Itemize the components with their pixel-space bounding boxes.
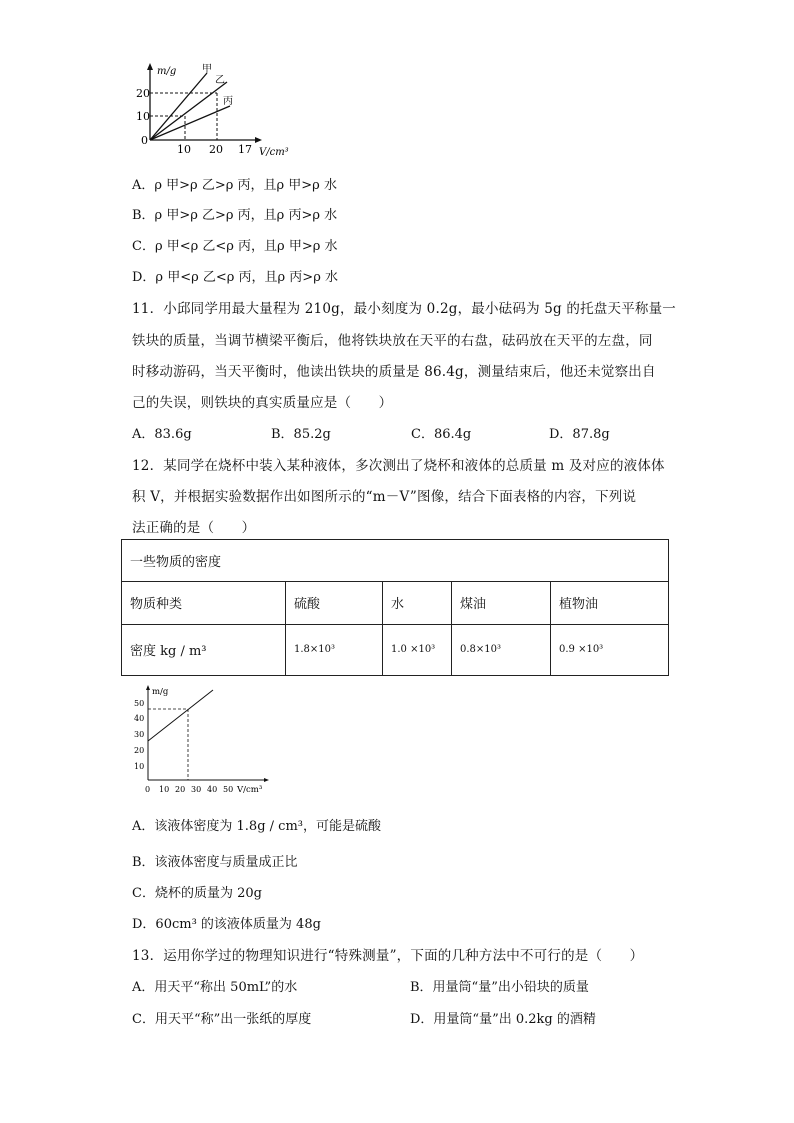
q13-text-line: 13．运用你学过的物理知识进行“特殊测量”，下面的几种方法中不可行的是（ ）: [132, 948, 644, 964]
q12-option-a[interactable]: A．该液体密度为 1.8g / cm³，可能是硫酸: [132, 819, 381, 834]
q11-text-line: 时移动游码，当天平衡时，他读出铁块的质量是 86.4g，测量结束后，他还未觉察出自: [132, 364, 656, 380]
q11-text-line: 己的失误，则铁块的真实质量应是（ ）: [132, 395, 393, 411]
y-tick: 0: [141, 134, 148, 147]
table-header-cell: 植物油: [551, 582, 669, 624]
q10-option-b[interactable]: B．ρ 甲>ρ 乙>ρ 丙，且ρ 丙>ρ 水: [132, 208, 338, 223]
x-tick: 17: [238, 143, 252, 156]
table-cell: 密度 kg / m³: [122, 624, 286, 675]
table-cell: 1.0 ×10³: [383, 624, 452, 675]
q12-option-c[interactable]: C．烧杯的质量为 20g: [132, 886, 262, 901]
q13-option-c[interactable]: C．用天平“称”出一张纸的厚度: [132, 1012, 312, 1027]
y-tick: 20: [136, 87, 150, 100]
q11-option-c[interactable]: C．86.4g: [411, 427, 472, 442]
table-header-cell: 硫酸: [286, 582, 383, 624]
y-tick: 10: [136, 110, 150, 123]
y-tick: 10: [134, 762, 145, 771]
q11-text-line: 11．小邱同学用最大量程为 210g，最小刻度为 0.2g，最小砝码为 5g 的托盘天平称量一: [132, 301, 676, 317]
q12-text-line: 积 V，并根据实验数据作出如图所示的“m－V”图像，结合下面表格的内容，下列说: [132, 489, 637, 505]
x-tick: 40: [207, 785, 218, 794]
q12-text-line: 12．某同学在烧杯中装入某种液体，多次测出了烧杯和液体的总质量 m 及对应的液体体: [132, 458, 665, 474]
y-axis-label: m/g: [152, 687, 169, 697]
y-tick: 50: [134, 699, 145, 708]
table-title: 一些物质的密度: [122, 540, 669, 582]
y-tick: 20: [134, 746, 145, 755]
series-label-yi: 乙: [215, 75, 225, 86]
q10-option-a[interactable]: A．ρ 甲>ρ 乙>ρ 丙，且ρ 甲>ρ 水: [132, 178, 337, 193]
q11-text-line: 铁块的质量，当调节横梁平衡后，他将铁块放在天平的右盘，砝码放在天平的左盘，同: [132, 333, 653, 349]
q12-option-b[interactable]: B．该液体密度与质量成正比: [132, 855, 298, 870]
series-label-jia: 甲: [202, 64, 212, 75]
graph-mass-volume-2: [128, 684, 278, 799]
liquid-line: [148, 690, 213, 741]
graph-mass-volume-1: [135, 62, 310, 162]
q11-option-b[interactable]: B．85.2g: [271, 427, 331, 442]
line-bing: [150, 106, 230, 140]
x-tick: 10: [177, 143, 191, 156]
q13-option-d[interactable]: D．用量筒“量”出 0.2kg 的酒精: [410, 1012, 596, 1027]
x-tick: 20: [175, 785, 186, 794]
y-tick: 30: [134, 730, 145, 739]
table-header-cell: 煤油: [452, 582, 551, 624]
table-cell: 0.9 ×10³: [551, 624, 669, 675]
q13-option-b[interactable]: B．用量筒“量”出小铅块的质量: [410, 980, 589, 995]
table-cell: 1.8×10³: [286, 624, 383, 675]
table-header-cell: 水: [383, 582, 452, 624]
line-yi: [150, 82, 227, 140]
q11-option-a[interactable]: A．83.6g: [132, 427, 192, 442]
table-cell: 0.8×10³: [452, 624, 551, 675]
q12-option-d[interactable]: D．60cm³ 的该液体质量为 48g: [132, 917, 321, 932]
line-jia: [150, 73, 207, 140]
q10-option-c[interactable]: C．ρ 甲<ρ 乙<ρ 丙，且ρ 甲>ρ 水: [132, 239, 338, 254]
x-tick: 50: [223, 785, 234, 794]
q10-option-d[interactable]: D．ρ 甲<ρ 乙<ρ 丙，且ρ 丙>ρ 水: [132, 270, 338, 285]
series-label-bing: 丙: [223, 96, 233, 107]
y-tick: 40: [134, 714, 145, 723]
x-tick: 0: [145, 785, 151, 794]
q12-text-line: 法正确的是（ ）: [132, 520, 256, 536]
x-tick: 30: [191, 785, 202, 794]
q13-option-a[interactable]: A．用天平“称出 50mL”的水: [132, 980, 298, 995]
y-axis-label: m/g: [157, 66, 177, 77]
table-header-cell: 物质种类: [122, 582, 286, 624]
x-tick: 20: [209, 143, 223, 156]
x-axis-label: V/cm³: [237, 785, 263, 795]
density-table: [121, 539, 669, 676]
x-axis-label: V/cm³: [259, 147, 289, 158]
x-tick: 10: [159, 785, 170, 794]
q11-option-d[interactable]: D．87.8g: [549, 427, 610, 442]
